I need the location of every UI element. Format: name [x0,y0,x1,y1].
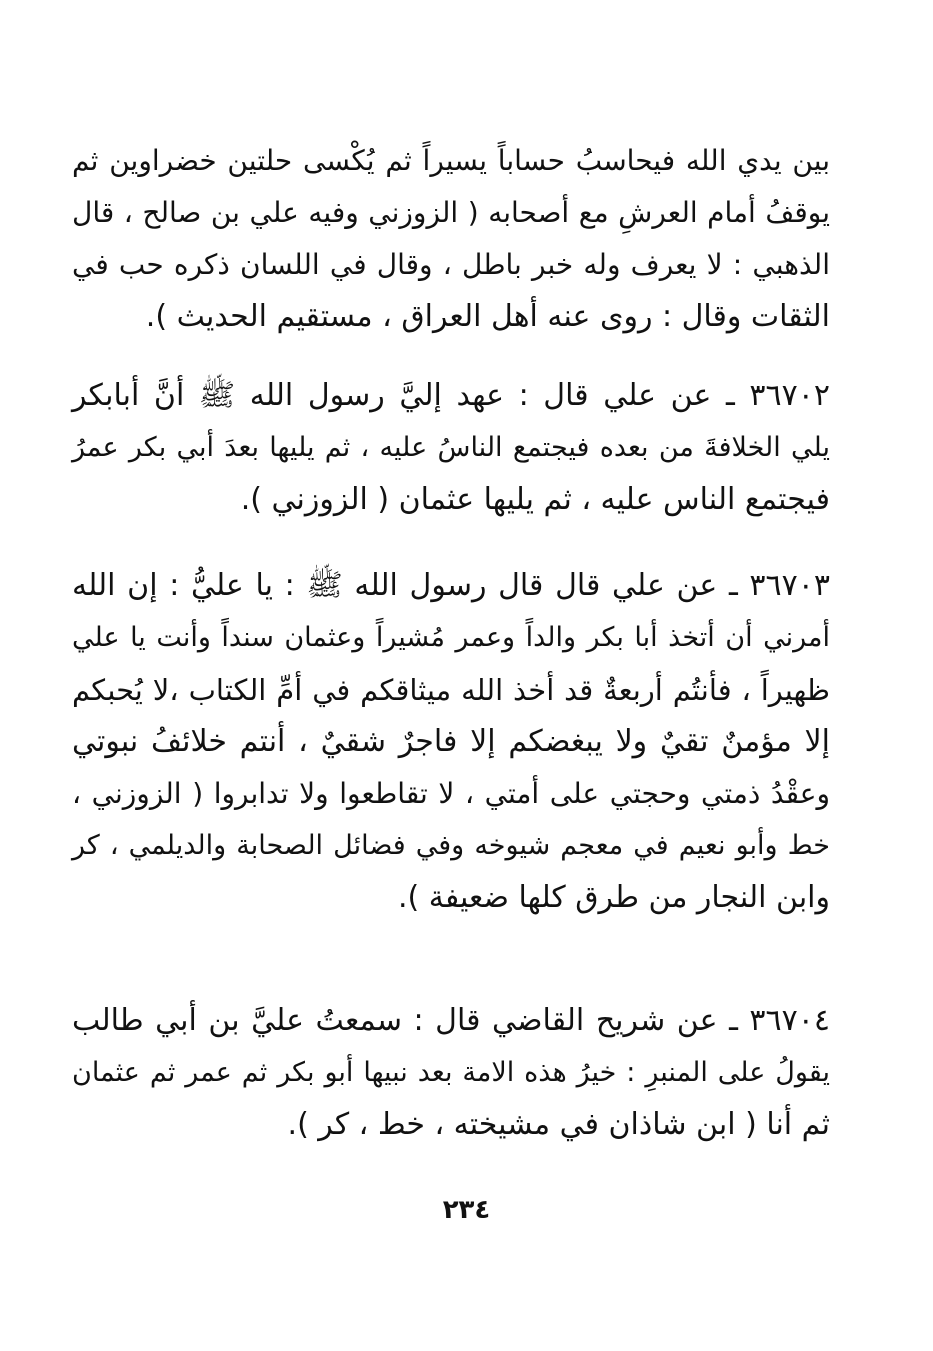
text-line: الثقات وقال : روى عنه أهل العراق ، مستقيم الحديث ). [145,299,830,334]
text-line: خط وأبو نعيم في معجم شيوخه وفي فضائل الصحابة والديلمي ، كر [72,830,830,861]
text-line: ٣٦٧٠٤ ـ عن شريح القاضي قال : سمعتُ عليَّ بن أبي طالب [72,1003,830,1038]
text-line: ٣٦٧٠٣ ـ عن علي قال قال رسول الله ﷺ : يا عليُّ : إن الله [72,568,830,603]
text-line: بين يدي الله فيحاسبُ حساباً يسيراً ثم يُكْسى حلتين خضراوين ثم [72,144,830,177]
hadith-36704 [72,995,830,1151]
hadith-36702 [72,370,830,526]
paragraph-continuation [72,135,830,343]
text-line: إلا مؤمنٌ تقيٌ ولا يبغضكم إلا فاجرٌ شقيٌ ، أنتم خلائفُ نبوتي [72,724,830,759]
text-line: الذهبي : لا يعرف وله خبر باطل ، وقال في اللسان ذكره حب في [72,248,830,281]
text-line: وعقْدُ ذمتي وحجتي على أمتي ، لا تقاطعوا ولا تدابروا ( الزوزني ، [72,777,830,810]
text-line: ظهيراً ، فأنتُم أربعةٌ قد أخذ الله ميثاقكم في أمِّ الكتاب ،لا يُحبكم [72,673,830,707]
text-line: فيجتمع الناس عليه ، ثم يليها عثمان ( الزوزني ). [240,482,830,517]
hadith-36703 [72,560,830,924]
page-number: ٢٣٤ [442,1195,491,1225]
text-line: يوقفُ أمام العرشِ مع أصحابه ( الزوزني وفيه علي بن صالح ، قال [72,196,830,229]
text-line: يقولُ على المنبرِ : خيرُ هذه الامة بعد نبيها أبو بكر ثم عمر ثم عثمان [72,1057,830,1088]
text-line: أمرني أن أتخذ أبا بكر والداً وعمر مُشيراً وعثمان سنداً وأنت يا علي [72,622,830,653]
text-line: يلي الخلافةَ من بعده فيجتمع الناسُ عليه ، ثم يليها بعدَ أبي بكر عمرُ [72,432,830,463]
text-line: وابن النجار من طرق كلها ضعيفة ). [397,880,830,915]
text-line: ثم أنا ( ابن شاذان في مشيخته ، خط ، كر ). [287,1107,830,1142]
text-line: ٣٦٧٠٢ ـ عن علي قال : عهد إليَّ رسول الله ﷺ أنَّ أبابكر [72,378,830,413]
